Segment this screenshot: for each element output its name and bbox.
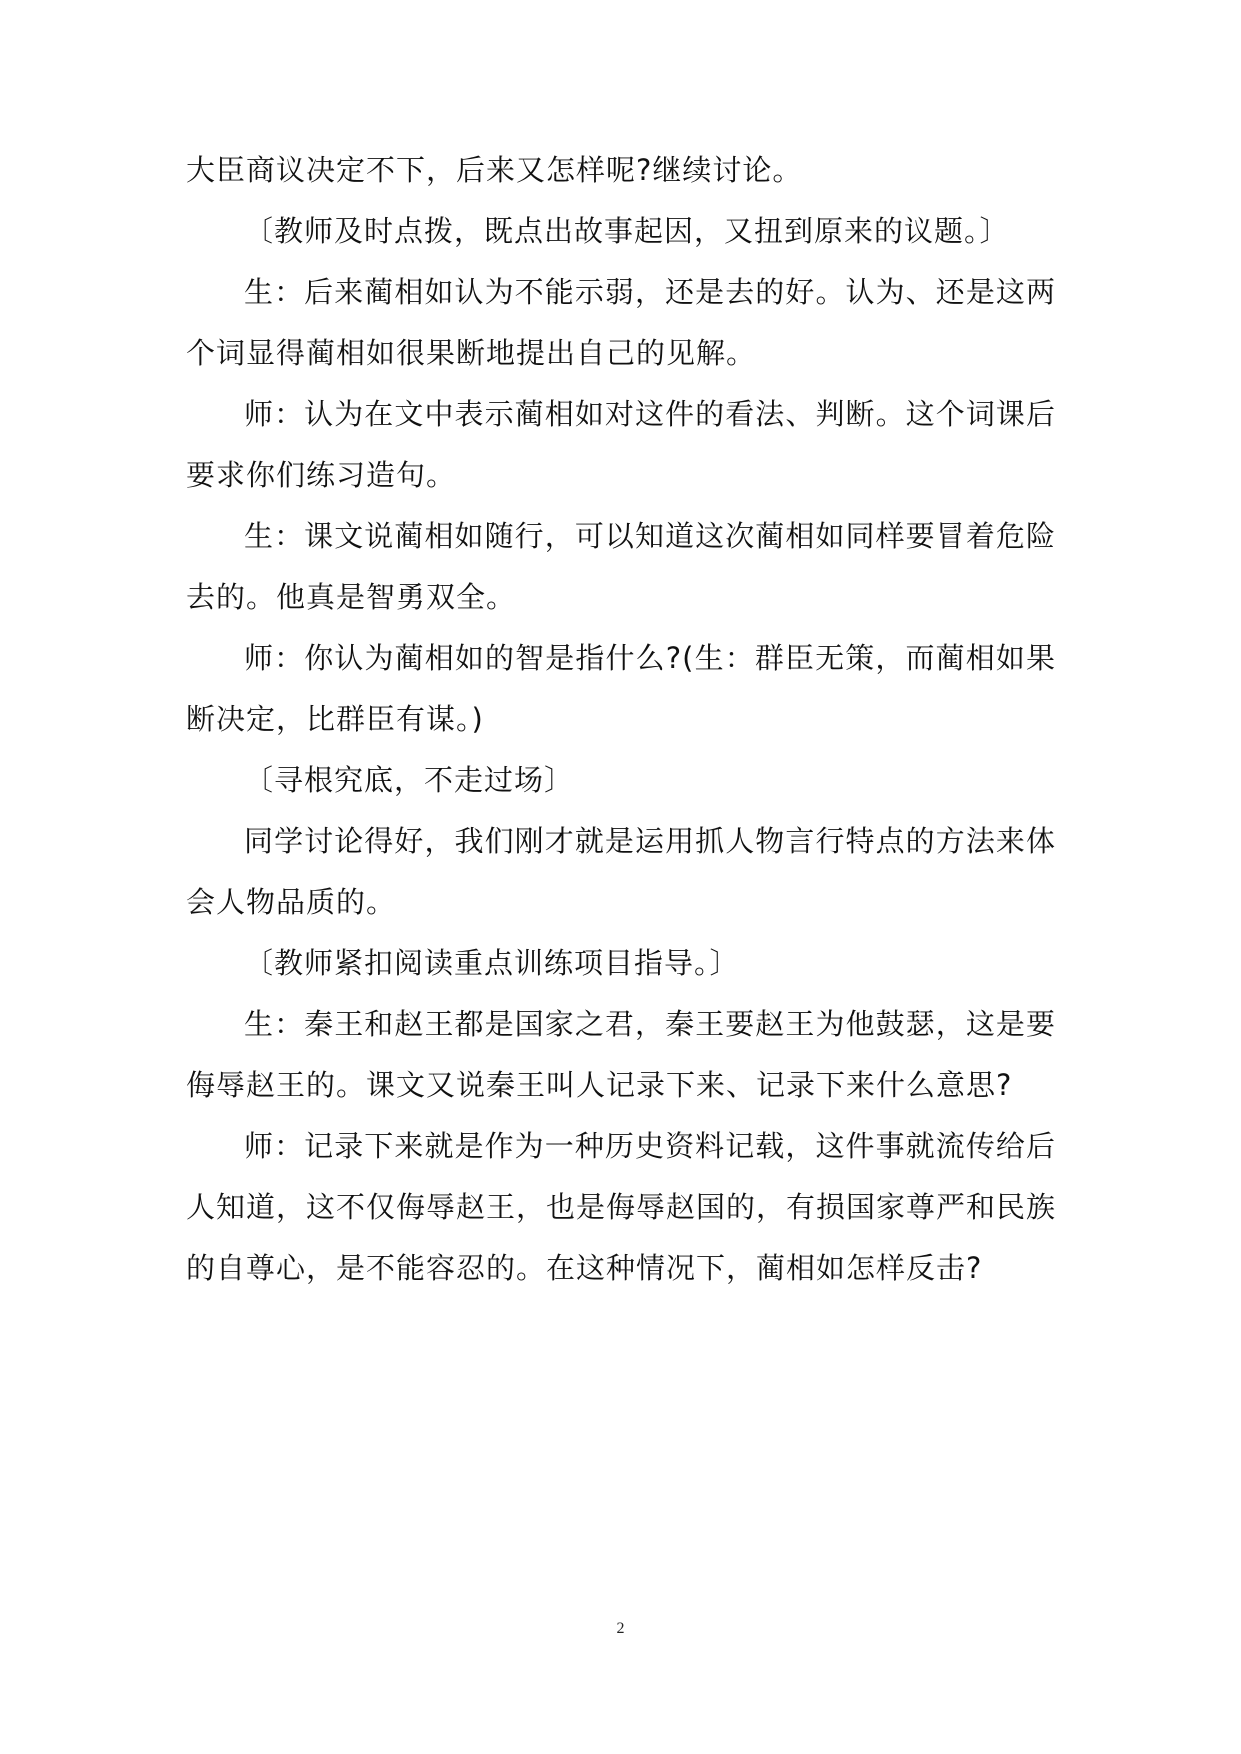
paragraph-11: 师：记录下来就是作为一种历史资料记载，这件事就流传给后人知道，这不仅侮辱赵王，也是侮辱赵国的，有损国家尊严和民族的自尊心，是不能容忍的。在这种情况下，蔺相如怎样反击? xyxy=(186,1129,1057,1285)
paragraph-8: 同学讨论得好，我们刚才就是运用抓人物言行特点的方法来体会人物品质的。 xyxy=(186,824,1056,919)
page-number: 2 xyxy=(616,1620,625,1637)
paragraph-3: 生：后来蔺相如认为不能示弱，还是去的好。认为、还是这两个词显得蔺相如很果断地提出自己的见解。 xyxy=(186,275,1056,370)
paragraph-4: 师：认为在文中表示蔺相如对这件的看法、判断。这个词课后要求你们练习造句。 xyxy=(186,397,1056,492)
paragraph-2: 〔教师及时点拨，既点出故事起因，又扭到原来的议题。〕 xyxy=(244,214,1010,248)
paragraph-9: 〔教师紧扣阅读重点训练项目指导。〕 xyxy=(244,946,740,980)
paragraph-7: 〔寻根究底，不走过场〕 xyxy=(244,763,575,797)
paragraph-5: 生：课文说蔺相如随行，可以知道这次蔺相如同样要冒着危险去的。他真是智勇双全。 xyxy=(186,519,1056,614)
paragraph-10: 生：秦王和赵王都是国家之君，秦王要赵王为他鼓瑟，这是要侮辱赵王的。课文又说秦王叫人记录下来、记录下来什么意思? xyxy=(186,1007,1056,1102)
paragraph-1: 大臣商议决定不下，后来又怎样呢?继续讨论。 xyxy=(186,153,803,187)
paragraph-6: 师：你认为蔺相如的智是指什么?(生：群臣无策，而蔺相如果断决定，比群臣有谋。) xyxy=(186,641,1056,736)
page-body xyxy=(186,140,1056,1299)
